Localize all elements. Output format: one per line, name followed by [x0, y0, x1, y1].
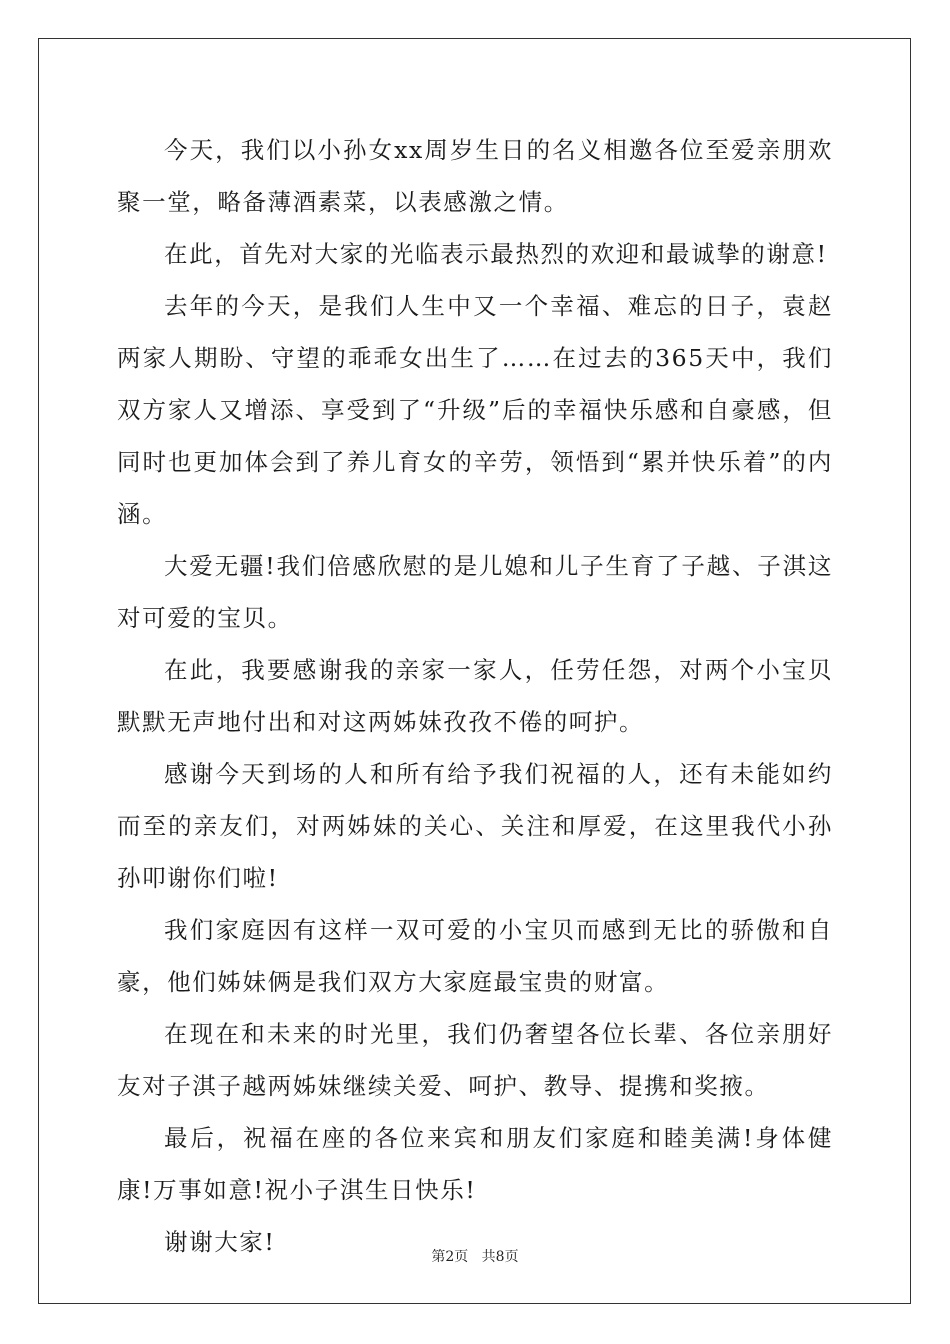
paragraph: 今天，我们以小孙女xx周岁生日的名义相邀各位至爱亲朋欢聚一堂，略备薄酒素菜，以表感激之情。 [117, 136, 833, 216]
paragraph: 最后，祝福在座的各位来宾和朋友们家庭和睦美满!身体健康!万事如意!祝小子淇生日快乐! [117, 1124, 833, 1204]
page-total: 共8页 [481, 1249, 519, 1265]
paragraph: 感谢今天到场的人和所有给予我们祝福的人，还有未能如约而至的亲友们，对两姊妹的关心、关注和厚爱，在这里我代小孙孙叩谢你们啦! [117, 760, 833, 892]
paragraph: 在此，首先对大家的光临表示最热烈的欢迎和最诚挚的谢意! [164, 240, 828, 268]
paragraph: 谢谢大家! [164, 1228, 276, 1256]
paragraph: 在现在和未来的时光里，我们仍奢望各位长辈、各位亲朋好友对子淇子越两姊妹继续关爱、呵护、教导、提携和奖掖。 [117, 1020, 833, 1100]
document-body [117, 124, 833, 1268]
paragraph: 在此，我要感谢我的亲家一家人，任劳任怨，对两个小宝贝默默无声地付出和对这两姊妹孜孜不倦的呵护。 [117, 656, 833, 736]
paragraph: 我们家庭因有这样一双可爱的小宝贝而感到无比的骄傲和自豪，他们姊妹俩是我们双方大家庭最宝贵的财富。 [117, 916, 833, 996]
page-footer [0, 1246, 950, 1266]
page-number: 第2页 [431, 1249, 469, 1265]
paragraph: 去年的今天，是我们人生中又一个幸福、难忘的日子，袁赵两家人期盼、守望的乖乖女出生了……在过去的365天中，我们双方家人又增添、享受到了“升级”后的幸福快乐感和自豪感，但同时也更加体会到了养儿育女的辛劳，领悟到“累并快乐着”的内涵。 [117, 292, 833, 528]
paragraph: 大爱无疆!我们倍感欣慰的是儿媳和儿子生育了子越、子淇这对可爱的宝贝。 [117, 552, 833, 632]
